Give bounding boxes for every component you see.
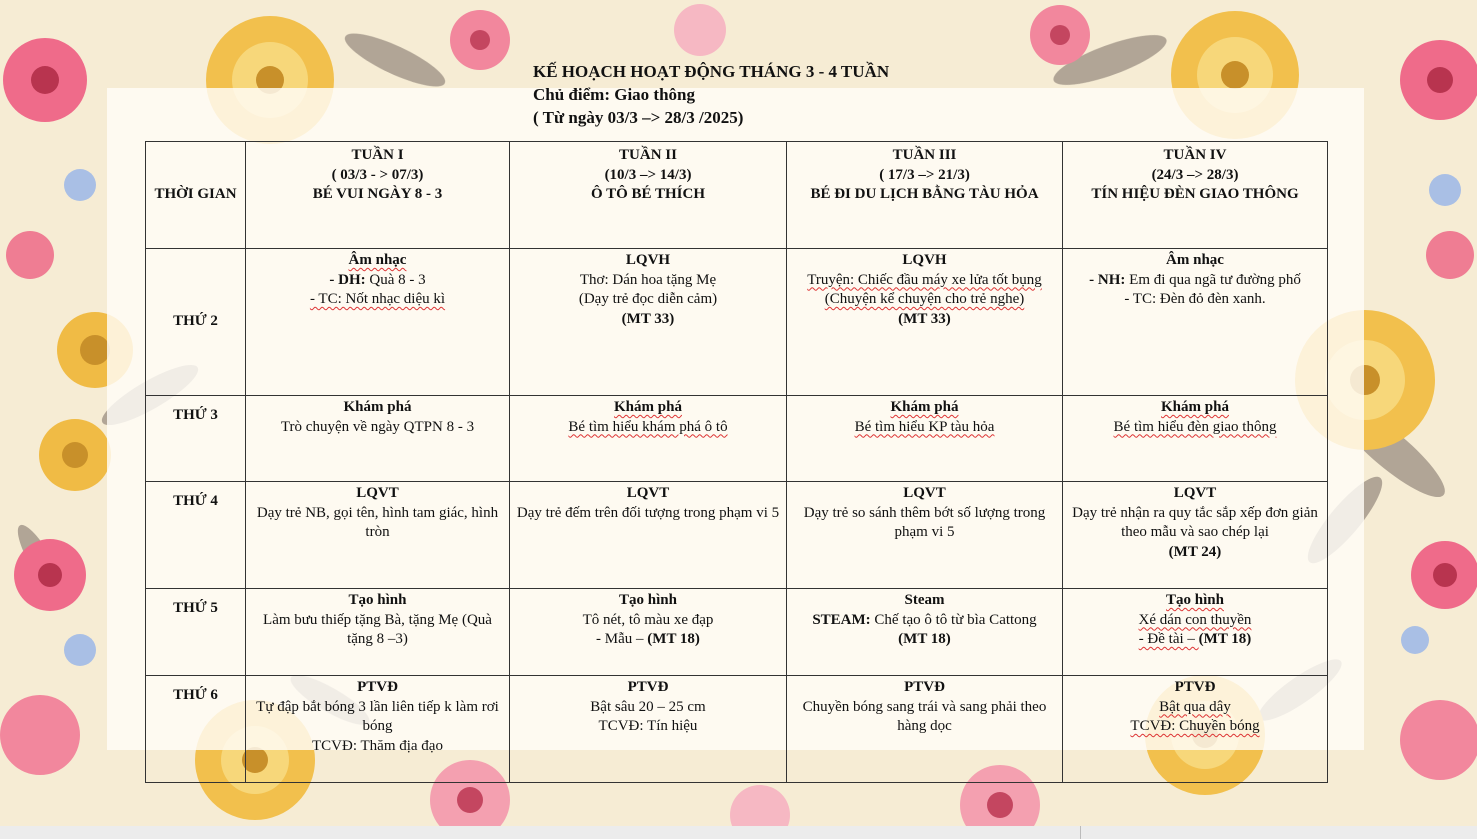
activity-line: - Mẫu – (MT 18) [596,631,700,647]
activity-title: Âm nhạc [1166,252,1224,268]
activity-cell [510,396,787,482]
activity-title: Âm nhạc [348,252,407,268]
activity-line: Làm bưu thiếp tặng Bà, tặng Mẹ (Quà tặng 8 –3) [263,611,492,647]
window-bottom-edge [0,826,1477,839]
activity-cell [510,589,787,676]
week-range: ( 03/3 - > 07/3) [331,166,424,183]
activity-line: Chuyền bóng sang trái và sang phải theo hàng dọc [802,698,1047,734]
activity-line: Thơ: Dán hoa tặng Mẹ [579,271,717,288]
activity-title: Tạo hình [348,592,407,608]
week-header [1063,142,1328,249]
table-row [146,676,1328,783]
week-name: TUẦN I [351,147,404,163]
activity-title: LQVT [626,485,670,501]
week-header [510,142,787,249]
table-row [146,396,1328,482]
activity-title: LQVT [1173,485,1217,501]
table-row [146,482,1328,589]
activity-goal: (MT 33) [621,310,675,327]
activity-line: - TC: Nốt nhạc diệu kì [309,291,446,307]
activity-title: Khám phá [1161,399,1229,415]
activity-cell [510,482,787,589]
activity-title: Tạo hình [619,592,677,608]
week-header [787,142,1063,249]
day-label: THỨ 4 [146,482,246,589]
activity-title: PTVĐ [357,679,398,695]
activity-line: TCVĐ: Thăm địa đạo [312,737,443,754]
day-label: THỨ 5 [146,589,246,676]
activity-line: Tự đập bắt bóng 3 lần liên tiếp k làm rơi bóng [256,698,499,734]
activity-cell [787,676,1063,783]
plan-title: KẾ HOẠCH HOẠT ĐỘNG THÁNG 3 - 4 TUẦN [533,62,890,81]
corner-cell: THỜI GIAN [146,142,246,249]
activity-title: PTVĐ [904,679,945,695]
activity-line: TCVĐ: Tín hiệu [598,718,698,734]
activity-title: Tạo hình [1166,592,1224,608]
activity-line: TCVĐ: Chuyền bóng [1130,718,1260,734]
week-name: TUẦN III [892,147,957,163]
activity-cell [1063,249,1328,396]
activity-title: Khám phá [890,399,959,415]
activity-cell [246,396,510,482]
week-theme: BÉ ĐI DU LỊCH BẰNG TÀU HỎA [810,186,1039,202]
day-label: THỨ 6 [146,676,246,783]
activity-plan-table [145,141,1328,783]
activity-line: - DH: Quà 8 - 3 [329,271,426,288]
activity-cell [510,249,787,396]
activity-title: PTVĐ [627,679,669,695]
day-label: THỨ 2 [146,249,246,396]
activity-line: Truyện: Chiếc đầu máy xe lửa tốt bụng [807,271,1042,288]
activity-title: LQVT [903,485,946,501]
table-row [146,589,1328,676]
activity-goal: (MT 24) [1168,543,1222,560]
activity-title: Steam [904,592,945,608]
activity-title: LQVH [902,252,947,268]
activity-line: - Đề tài – (MT 18) [1138,631,1252,647]
activity-line: STEAM: Chế tạo ô tô từ bìa Cattong [812,611,1037,628]
week-range: (24/3 –> 28/3) [1151,166,1239,183]
activity-goal: (MT 18) [898,631,951,647]
plan-heading [533,60,889,129]
activity-cell [246,482,510,589]
activity-cell [1063,482,1328,589]
activity-goal: (MT 33) [898,310,951,327]
activity-line: Bật sâu 20 – 25 cm [590,698,706,715]
activity-cell [1063,676,1328,783]
activity-line: Bé tìm hiểu KP tàu hỏa [854,418,995,435]
plan-theme: Chủ điểm: Giao thông [533,85,695,104]
activity-line: Dạy trẻ nhận ra quy tắc sắp xếp đơn giản theo mẫu và sao chép lại [1072,504,1318,540]
week-header [246,142,510,249]
activity-line: - TC: Đèn đỏ đèn xanh. [1124,291,1266,307]
activity-line: Dạy trẻ đếm trên đối tượng trong phạm vi 5 [516,504,780,521]
activity-line: - NH: Em đi qua ngã tư đường phố [1089,271,1301,288]
activity-title: LQVT [356,485,399,501]
activity-line: Dạy trẻ so sánh thêm bớt số lượng trong phạm vi 5 [803,504,1046,540]
activity-line: Tô nét, tô màu xe đạp [582,611,714,628]
activity-cell [246,676,510,783]
activity-cell [1063,589,1328,676]
day-label: THỨ 3 [146,396,246,482]
activity-cell [787,396,1063,482]
activity-line: (Chuyện kể chuyện cho trẻ nghe) [824,291,1025,307]
activity-title: LQVH [625,252,671,268]
activity-line: Dạy trẻ NB, gọi tên, hình tam giác, hình tròn [256,504,499,540]
table-row [146,249,1328,396]
week-range: ( 17/3 –> 21/3) [879,166,970,183]
activity-cell [510,676,787,783]
activity-line: Xé dán con thuyền [1138,611,1252,628]
activity-title: Khám phá [343,399,412,415]
activity-title: PTVĐ [1174,679,1216,695]
activity-line: (Dạy trẻ đọc diễn cảm) [578,291,718,307]
activity-line: Bé tìm hiểu khám phá ô tô [568,418,728,435]
status-separator [1080,826,1081,839]
activity-line: Trò chuyện về ngày QTPN 8 - 3 [280,418,475,435]
week-theme: Ô TÔ BÉ THÍCH [590,186,706,202]
activity-cell [787,249,1063,396]
plan-date-range: ( Từ ngày 03/3 –> 28/3 /2025) [533,108,744,127]
week-theme: BÉ VUI NGÀY 8 - 3 [312,186,443,202]
activity-cell [1063,396,1328,482]
week-theme: TÍN HIỆU ĐÈN GIAO THÔNG [1091,186,1299,202]
activity-cell [246,249,510,396]
activity-cell [246,589,510,676]
table-header-row [146,142,1328,249]
activity-cell [787,482,1063,589]
week-range: (10/3 –> 14/3) [604,166,692,183]
activity-line: Bật qua dây [1159,698,1231,715]
week-name: TUẦN II [619,147,677,163]
activity-title: Khám phá [614,399,682,415]
activity-cell [787,589,1063,676]
activity-line: Bé tìm hiểu đèn giao thông [1113,418,1277,435]
week-name: TUẦN IV [1163,147,1227,163]
